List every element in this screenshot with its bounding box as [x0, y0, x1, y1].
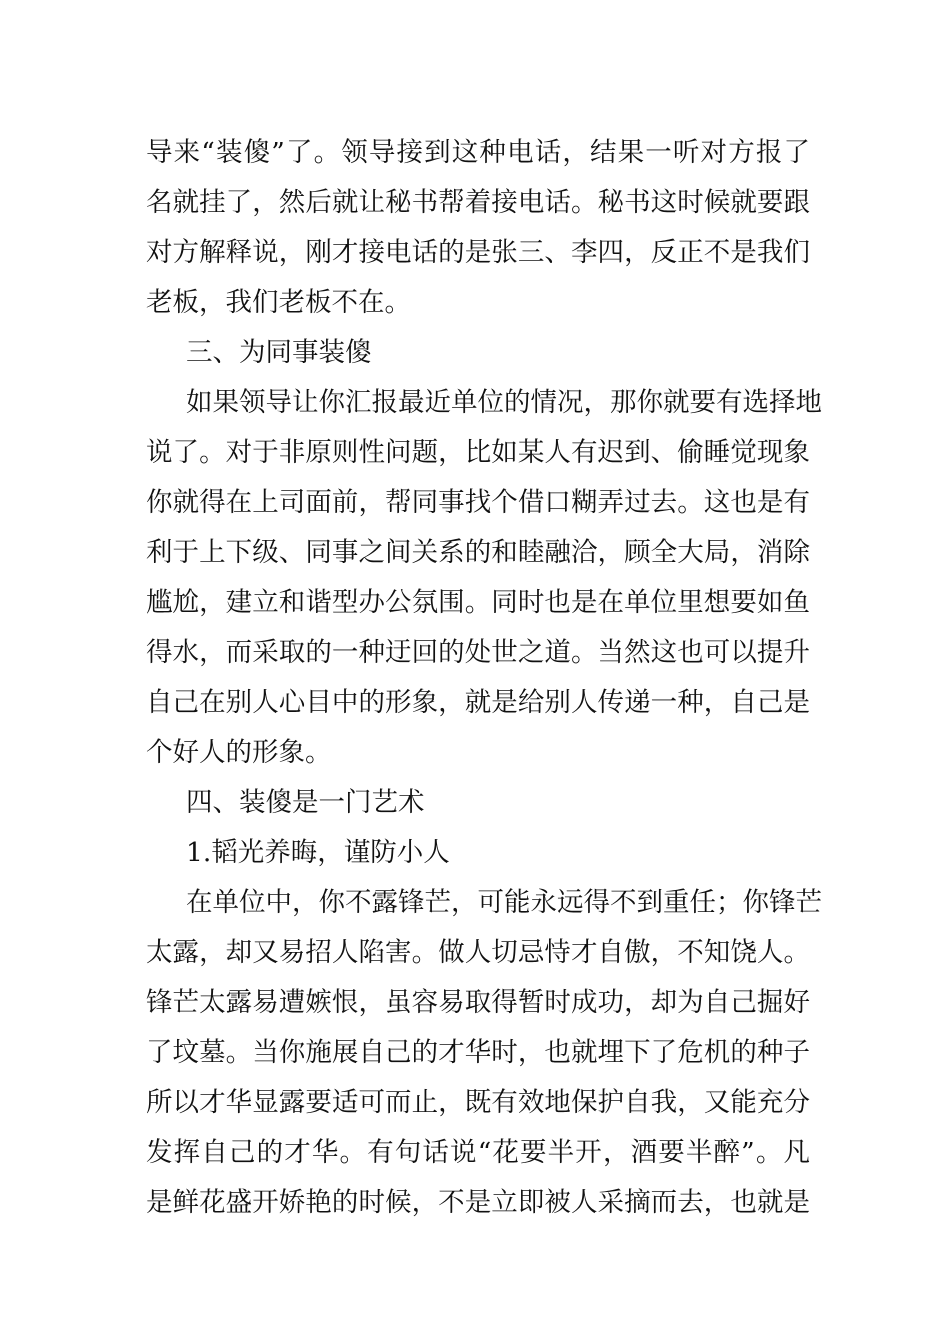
paragraph-line: 所以才华显露要适可而止，既有效地保护自我，又能充分: [146, 1087, 810, 1118]
paragraph-line: 如果领导让你汇报最近单位的情况，那你就要有选择地: [186, 387, 822, 418]
document-body: [146, 128, 822, 1228]
paragraph-line: 自己在别人心目中的形象，就是给别人传递一种，自己是: [146, 687, 810, 718]
paragraph-line: 在单位中，你不露锋芒，可能永远得不到重任；你锋芒: [186, 887, 822, 918]
paragraph-line: 说了。对于非原则性问题，比如某人有迟到、偷睡觉现象: [146, 437, 810, 468]
paragraph-line: 老板，我们老板不在。: [146, 287, 411, 318]
paragraph-line: 得水，而采取的一种迂回的处世之道。当然这也可以提升: [146, 637, 810, 668]
paragraph-line: 名就挂了，然后就让秘书帮着接电话。秘书这时候就要跟: [146, 187, 810, 218]
section-heading: 四、装傻是一门艺术: [186, 787, 425, 818]
paragraph-line: 导来“装傻”了。领导接到这种电话，结果一听对方报了: [146, 137, 810, 168]
paragraph-line: 发挥自己的才华。有句话说“花要半开，酒要半醉”。凡: [146, 1137, 810, 1168]
paragraph-line: 对方解释说，刚才接电话的是张三、李四，反正不是我们: [146, 237, 810, 268]
paragraph-line: 了坟墓。当你施展自己的才华时，也就埋下了危机的种子: [146, 1037, 810, 1068]
paragraph-line: 是鲜花盛开娇艳的时候，不是立即被人采摘而去，也就是: [146, 1187, 810, 1218]
section-heading: 三、为同事装傻: [186, 337, 372, 368]
paragraph-line: 利于上下级、同事之间关系的和睦融洽，顾全大局，消除: [146, 537, 810, 568]
paragraph-line: 太露，却又易招人陷害。做人切忌恃才自傲，不知饶人。: [146, 937, 810, 968]
paragraph-line: 个好人的形象。: [146, 737, 332, 768]
paragraph-line: 锋芒太露易遭嫉恨，虽容易取得暂时成功，却为自己掘好: [146, 987, 810, 1018]
subsection-heading: 1.韬光养晦，谨防小人: [186, 837, 450, 868]
paragraph-line: 你就得在上司面前，帮同事找个借口糊弄过去。这也是有: [146, 487, 810, 518]
paragraph-line: 尴尬，建立和谐型办公氛围。同时也是在单位里想要如鱼: [146, 587, 810, 618]
